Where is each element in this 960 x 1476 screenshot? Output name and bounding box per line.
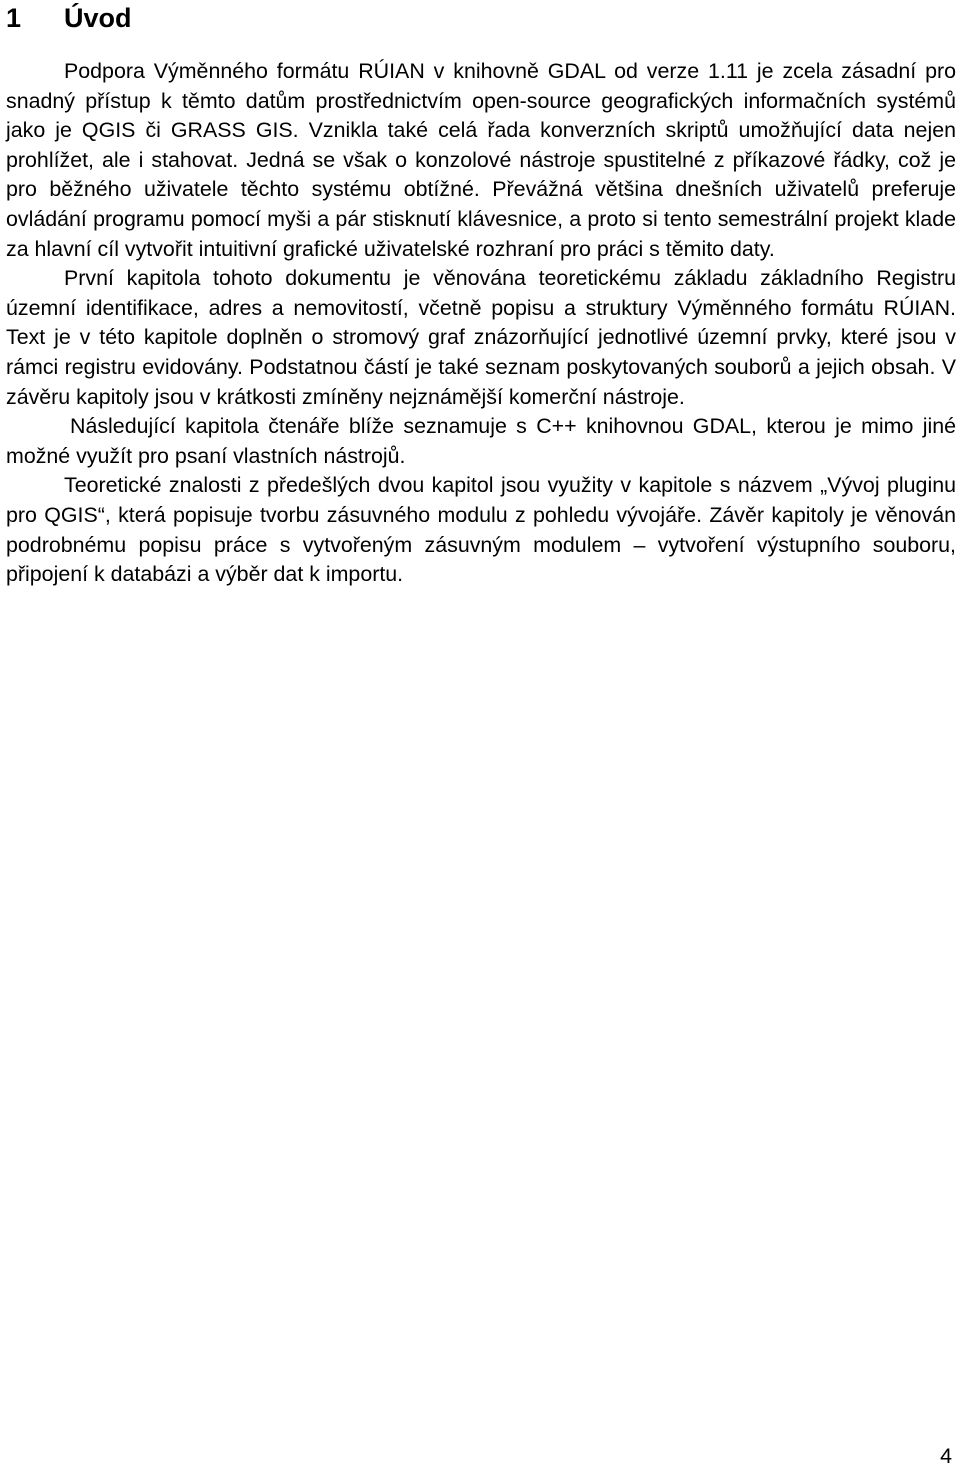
paragraph-chapter-two: Následující kapitola čtenáře blíže seznamuje s C++ knihovnou GDAL, kterou je mimo jiné možné využít pro psaní vlastních nástrojů. [6,414,956,468]
page-number: 4 [940,1444,952,1468]
paragraph-chapter-three: Teoretické znalosti z předešlých dvou kapitol jsou využity v kapitole s názvem „Vývoj pluginu pro QGIS“, která popisuje tvorbu zásuvného modulu z pohledu vývojáře. Závěr kapitoly je věnován podrobnému popisu práce s vytvořeným zásuvným modulem – vytvoření výstupního souboru, připojení k databázi a výběr dat k importu. [6,473,956,587]
chapter-body [6,57,956,590]
chapter-number: 1 [6,3,22,33]
chapter-title: Úvod [64,3,132,33]
chapter-heading [6,0,132,36]
paragraph-chapter-one: První kapitola tohoto dokumentu je věnována teoretickému základu základního Registru územní identifikace, adres a nemovitostí, včetně popisu a struktury Výměnného formátu RÚIAN. Text je v této kapitole doplněn o stromový graf znázorňující jednotlivé územní prvky, které jsou v rámci registru evidovány. Podstatnou částí je také seznam poskytovaných souborů a jejich obsah. V závěru kapitoly jsou v krátkosti zmíněny nejznámější komerční nástroje. [6,266,956,409]
paragraph-intro: Podpora Výměnného formátu RÚIAN v knihovně GDAL od verze 1.11 je zcela zásadní pro snadný přístup k těmto datům prostřednictvím open-source geografických informačních systémů jako je QGIS či GRASS GIS. Vznikla také celá řada konverzních skriptů umožňující data nejen prohlížet, ale i stahovat. Jedná se však o konzolové nástroje spustitelné z příkazové řádky, což je pro běžného uživatele těchto systému obtížné. Převážná většina dnešních uživatelů preferuje ovládání programu pomocí myši a pár stisknutí klávesnice, a proto si tento semestrální projekt klade za hlavní cíl vytvořit intuitivní grafické uživatelské rozhraní pro práci s těmito daty. [6,59,956,261]
